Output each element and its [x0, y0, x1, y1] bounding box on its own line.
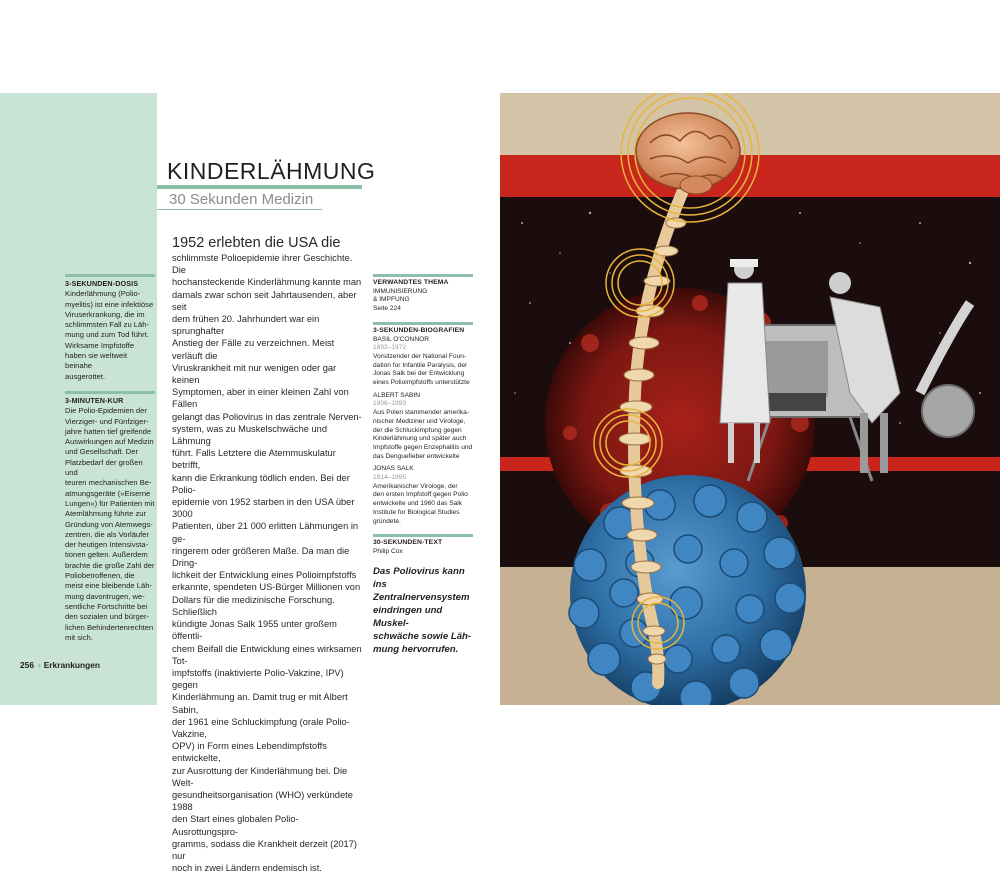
cure-block — [65, 391, 155, 643]
page-subtitle: 30 Sekunden Medizin — [169, 191, 314, 208]
left-sidebar — [65, 274, 155, 652]
bio-years: 1906–1993 — [373, 400, 407, 408]
section-marker-icon: ◑ — [36, 660, 42, 670]
bio-name: JONAS SALK — [373, 465, 414, 473]
image-caption: Das Poliovirus kann ins Zentralnervensystem eindringen und Muskel- schwäche sowie Läh- mung hervorrufen. — [373, 565, 472, 655]
related-heading: VERWANDTES THEMA — [373, 274, 473, 288]
cure-heading: 3-MINUTEN-KUR — [65, 395, 124, 405]
bio-name: BASIL O'CONNOR — [373, 335, 429, 343]
cure-text: Die Polio-Epidemien der Vierziger- und Fünfziger- jahre hatten tief greifende Auswirkungen auf Medizin und Gesellschaft. Der Platzbedarf der großen und teuren mechanischen Be- atmungsgeräte (»Eiserne Lungen«) für Patienten mit Atemlähmung führte zur Gründung von Atemwegs- zentren, die als Vorläufer der heutigen Intensivsta- tionen gelten. Außerdem brachte die große Zahl der Poliobetroffenen, die meist eine bleibende Läh- mung davontrugen, we- sentliche Fortschritte bei den sozialen und bürger- lichen Behindertenrechten mit sich. — [65, 406, 155, 642]
book-spread — [0, 93, 1000, 874]
illustration-page — [500, 93, 1000, 705]
bio-item — [373, 336, 473, 388]
bio-item — [373, 465, 473, 526]
red-stripe — [500, 155, 1000, 197]
dose-block — [65, 274, 155, 382]
page-title: KINDERLÄHMUNG — [167, 158, 376, 184]
body-text: schlimmste Polioepidemie ihrer Geschichte. Die hochansteckende Kinderlähmung kannte man damals zwar schon seit Jahrtausenden, aber seit dem frühen 20. Jahrhundert war ein sprunghafter Anstieg der Fälle zu verzeichnen. Meist verläuft die Viruskrankheit mit nur wenigen oder gar keinen Symptomen, aber in einer kleinen Zahl von Fällen gelangt das Poliovirus in das zentrale Nerven- system, was zu Muskelschwäche und Lähmung führt. Falls Letztere die Atemmuskulatur betrifft, kann die Erkrankung tödlich enden. Bei der Polio- epidemie von 1952 starben in den USA über 3000 Patienten, über 21 000 erlitten Lähmungen in ge- ringerem oder größeren Maße. Da man die Dring- lichkeit der Entwicklung eines Polioimpfstoffs erkannte, spendeten US-Bürger Millionen von Dollars für die medizinische Forschung. Schließlich kündigte Jonas Salk 1955 unter großem öffentli- chem Beifall die Entwicklung eines wirksamen Tot- impfstoffs (inaktivierte Polio-Vakzine, IPV) gegen Kinderlähmung an. Damit trug er mit Albert Sabin, der 1961 eine Schluckimpfung (orale Polio-Vakzine, OPV) in Form eines Lebendimpfstoffs entwickelte, zur Ausrottung der Kinderlähmung bei. Die Welt- gesundheitsorganisation (WHO) verkündete 1988 den Start eines globalen Polio-Ausrottungspro- gramms, sodass die Krankheit derzeit (2017) nur noch in zwei Ländern endemisch ist. — [172, 253, 362, 874]
bio-description: Aus Polen stammender amerika- nischer Mediziner und Virologe, der die Schluckimpfung gegen Kinderlähmung und später auch Impfstoffe gegen Enzephalitis und das Denguefieber entwickelte — [373, 409, 473, 460]
bios-heading: 3-SEKUNDEN-BIOGRAFIEN — [373, 322, 473, 336]
subtitle-rule — [157, 209, 322, 210]
author-name: Philip Cox — [373, 547, 403, 555]
collage-illustration — [500, 93, 1000, 705]
author-block — [373, 534, 473, 556]
bio-description: Amerikanischer Virologe, der den ersten Impfstoff gegen Polio entwickelte und 1960 das Salk Institute for Biological Studies gründete. — [373, 482, 468, 525]
section-name: Erkrankungen — [43, 660, 101, 670]
lead-text: 1952 erlebten die USA die — [172, 235, 341, 251]
left-page — [0, 93, 500, 874]
right-column — [373, 274, 473, 656]
page-number: 256 — [20, 660, 34, 670]
bio-name: ALBERT SABIN — [373, 391, 421, 399]
main-article — [172, 235, 364, 874]
dose-heading: 3-SEKUNDEN-DOSIS — [65, 279, 139, 288]
bio-years: 1892–1972 — [373, 344, 407, 352]
related-topic: IMMUNISIERUNG & IMPFUNG — [373, 287, 428, 304]
bio-item — [373, 392, 473, 462]
title-rule — [157, 185, 362, 189]
related-block — [373, 274, 473, 314]
dose-text: Kinderlähmung (Polio- myelitis) ist eine infektiöse Viruserkrankung, die im schlimmsten Fall zu Läh- mung und zum Tod führt. Wirksame Impfstoffe haben sie weltweit beinahe ausgerottet. — [65, 289, 154, 381]
related-page-ref: Seite 224 — [373, 305, 401, 313]
bios-block — [373, 322, 473, 526]
page-footer — [20, 660, 100, 670]
author-heading: 30-SEKUNDEN-TEXT — [373, 534, 473, 548]
bio-years: 1914–1995 — [373, 474, 407, 482]
bio-description: Vorsitzender der National Foun- dation for Infantile Paralysis, der Jonas Salk bei der Entwicklung eines Polioimpfstoffs unterstützte — [373, 352, 470, 387]
paper-band-top — [500, 93, 1000, 163]
